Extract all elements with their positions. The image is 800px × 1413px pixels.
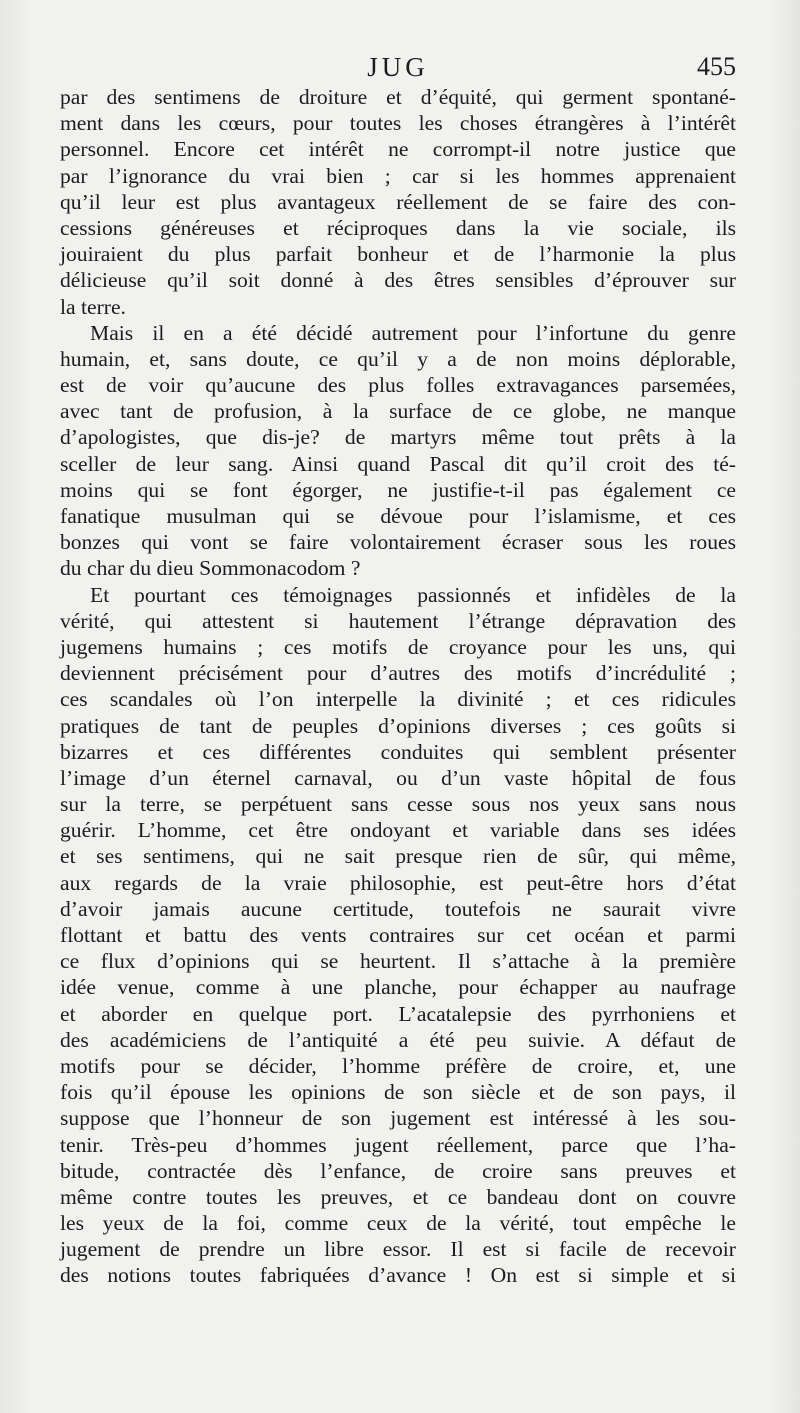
text-line: jugemens humains ; ces motifs de croyance pour les uns, qui xyxy=(60,634,736,659)
text-line: ment dans les cœurs, pour toutes les choses étrangères à l’intérêt xyxy=(60,111,736,136)
text-line: du char du dieu Sommonacodom ? xyxy=(60,556,361,581)
text-line: sur la terre, se perpétuent sans cesse sous nos yeux sans nous xyxy=(60,792,736,817)
text-line: cessions généreuses et réciproques dans la vie sociale, ils xyxy=(60,215,736,240)
text-line: flottant et battu des vents contraires sur cet océan et parmi xyxy=(60,923,736,947)
text-line: bizarres et ces différentes conduites qui semblent présenter xyxy=(60,739,736,764)
text-line: est de voir qu’aucune des plus folles extravagances parsemées, xyxy=(60,373,736,398)
text-line: par l’ignorance du vrai bien ; car si les hommes apprenaient xyxy=(60,163,736,188)
text-line: bonzes qui vont se faire volontairement écraser sous les roues xyxy=(60,530,736,555)
text-line: délicieuse qu’il soit donné à des êtres sensibles d’éprouver sur xyxy=(60,268,736,293)
text-line: bitude, contractée dès l’enfance, de croire sans preuves et xyxy=(60,1158,736,1183)
text-line: d’apologistes, que dis-je? de martyrs même tout prêts à la xyxy=(60,425,736,450)
text-line: fois qu’il épouse les opinions de son siècle et de son pays, il xyxy=(60,1080,736,1105)
text-line: humain, et, sans doute, ce qu’il y a de non moins déplorable, xyxy=(60,346,736,371)
text-line: pratiques de tant de peuples d’opinions diverses ; ces goûts si xyxy=(60,713,736,738)
text-line: moins qui se font égorger, ne justifie-t-il pas également ce xyxy=(60,477,736,502)
text-line: fanatique musulman qui se dévoue pour l’islamisme, et ces xyxy=(60,504,736,528)
text-line: l’image d’un éternel carnaval, ou d’un vaste hôpital de fous xyxy=(60,765,736,790)
text-line: sceller de leur sang. Ainsi quand Pascal dit qu’il croit des té- xyxy=(60,451,736,476)
text-line: deviennent précisément pour d’autres des motifs d’incrédulité ; xyxy=(60,661,736,686)
text-line: même contre toutes les preuves, et ce bandeau dont on couvre xyxy=(60,1184,736,1209)
text-line: Et pourtant ces témoignages passionnés et infidèles de la xyxy=(90,582,736,607)
text-line: idée venue, comme à une planche, pour échapper au naufrage xyxy=(60,975,736,1000)
text-line: les yeux de la foi, comme ceux de la vérité, tout empêche le xyxy=(60,1211,736,1236)
text-line: d’avoir jamais aucune certitude, toutefois ne saurait vivre xyxy=(60,896,736,921)
text-line: suppose que l’honneur de son jugement est intéressé à les sou- xyxy=(60,1106,736,1131)
text-line: personnel. Encore cet intérêt ne corrompt-il notre justice que xyxy=(60,137,736,162)
body-text xyxy=(60,84,736,1289)
text-line: motifs pour se décider, l’homme préfère de croire, et, une xyxy=(60,1053,736,1078)
text-line: vérité, qui attestent si hautement l’étrange dépravation des xyxy=(60,608,736,633)
text-line: par des sentimens de droiture et d’équité, qui germent spontané- xyxy=(60,85,736,109)
page-number: 455 xyxy=(697,52,736,81)
text-line: qu’il leur est plus avantageux réellement de se faire des con- xyxy=(60,189,736,214)
page-header xyxy=(60,52,736,88)
text-line: des notions toutes fabriquées d’avance ! On est si simple et si xyxy=(60,1263,736,1288)
running-head: JUG xyxy=(367,52,429,82)
text-line: et ses sentimens, qui ne sait presque rien de sûr, qui même, xyxy=(60,844,736,869)
text-line: tenir. Très-peu d’hommes jugent réellement, parce que l’ha- xyxy=(60,1132,736,1157)
text-line: jugement de prendre un libre essor. Il est si facile de recevoir xyxy=(60,1237,736,1262)
text-line: ce flux d’opinions qui se heurtent. Il s’attache à la première xyxy=(60,949,736,974)
text-line: jouiraient du plus parfait bonheur et de l’harmonie la plus xyxy=(60,242,736,267)
text-line: aux regards de la vraie philosophie, est peut-être hors d’état xyxy=(60,870,736,895)
text-line: Mais il en a été décidé autrement pour l’infortune du genre xyxy=(90,320,736,345)
text-line: ces scandales où l’on interpelle la divinité ; et ces ridicules xyxy=(60,687,736,712)
text-line: et aborder en quelque port. L’acatalepsie des pyrrhoniens et xyxy=(60,1001,736,1026)
text-line: la terre. xyxy=(60,294,126,319)
text-line: guérir. L’homme, cet être ondoyant et variable dans ses idées xyxy=(60,818,736,843)
text-line: avec tant de profusion, à la surface de ce globe, ne manque xyxy=(60,399,736,424)
text-line: des académiciens de l’antiquité a été peu suivie. A défaut de xyxy=(60,1027,736,1052)
